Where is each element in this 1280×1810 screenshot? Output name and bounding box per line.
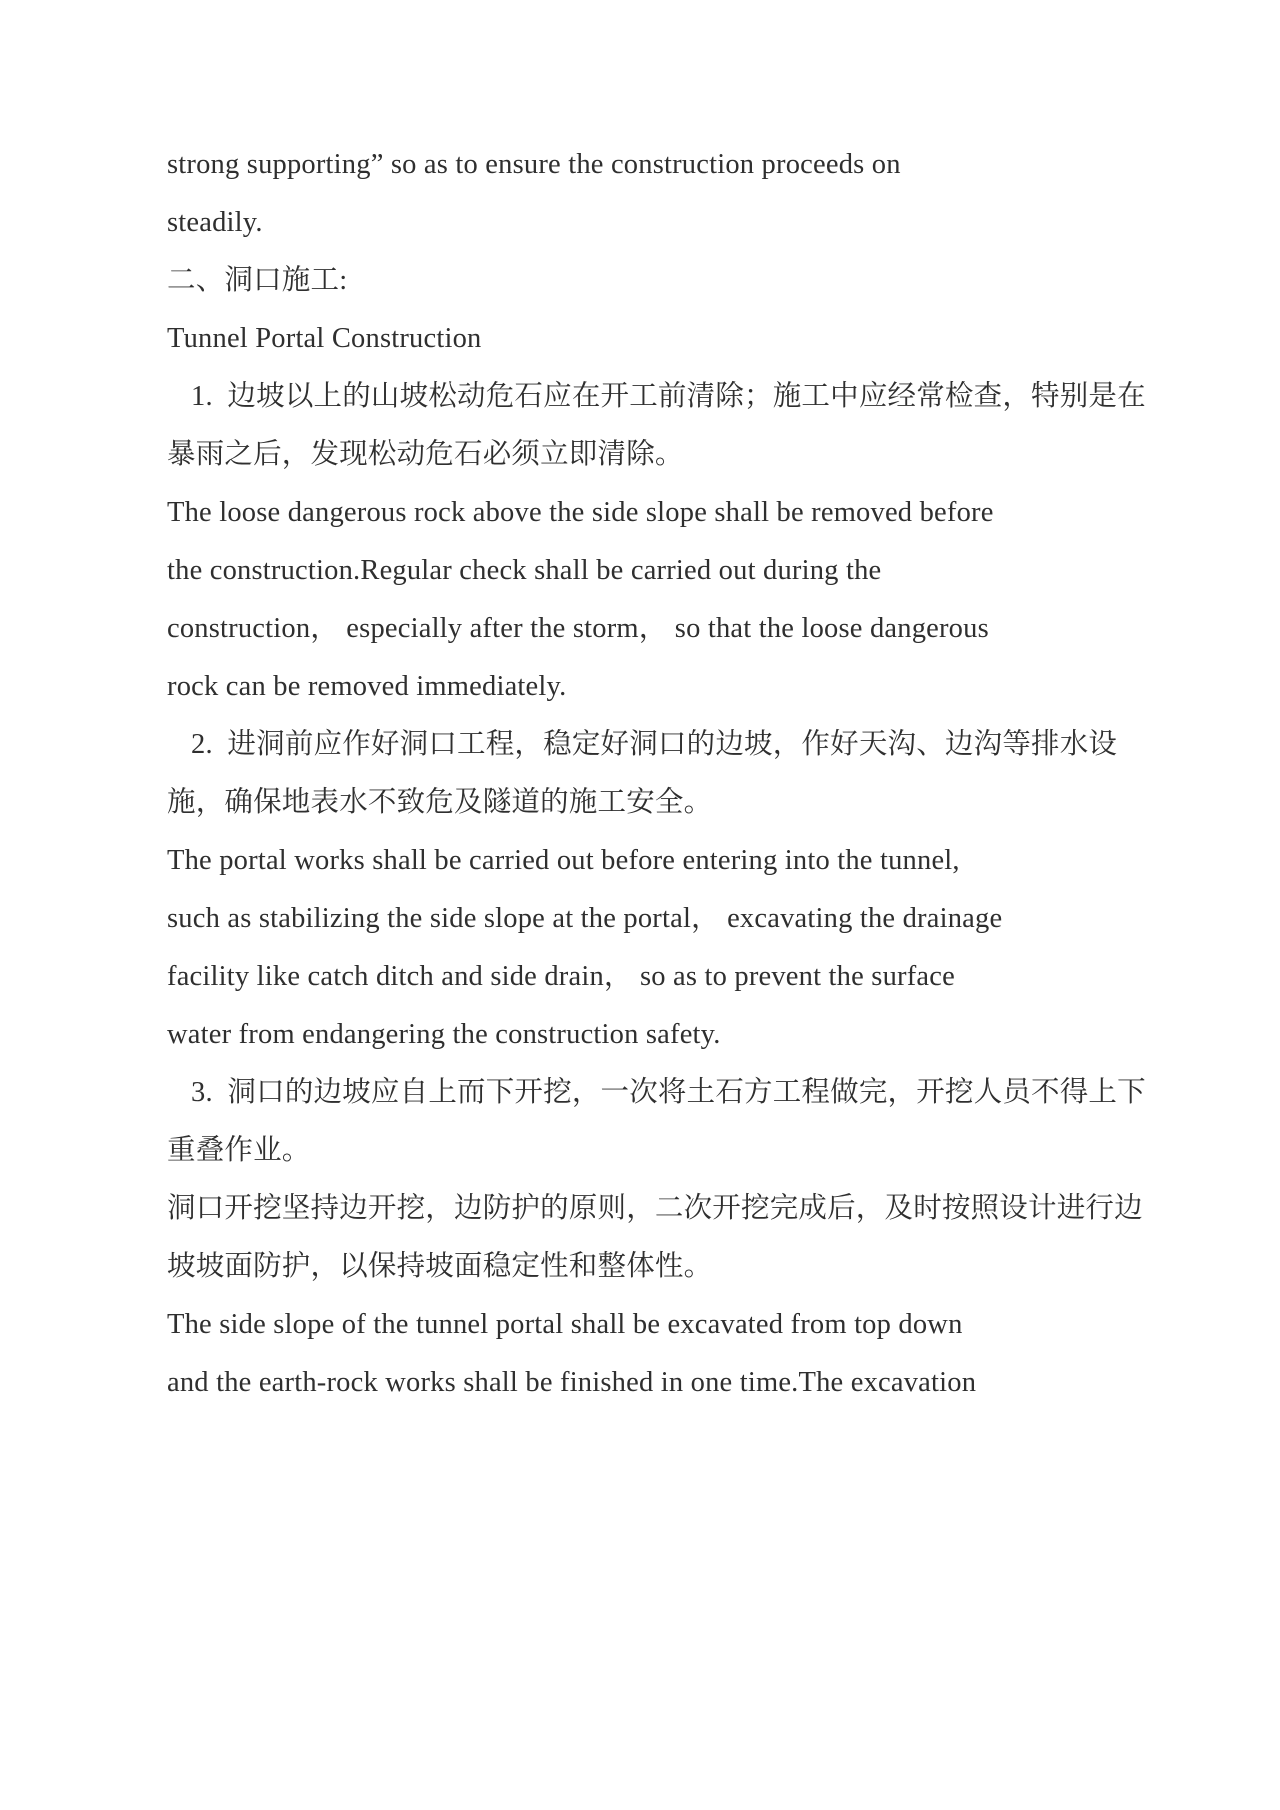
text-line: steadily.	[167, 207, 263, 238]
text-line: rock can be removed immediately.	[167, 671, 567, 702]
text-line: water from endangering the construction safety.	[167, 1019, 721, 1050]
text-line: facility like catch ditch and side drain， so as to prevent the surface	[167, 961, 955, 992]
text-line: Tunnel Portal Construction	[167, 323, 482, 354]
text-line: the construction.Regular check shall be carried out during the	[167, 555, 882, 586]
document-content	[167, 136, 1167, 1412]
text-line: and the earth-rock works shall be finished in one time.The excavation	[167, 1367, 977, 1398]
text-line: 1. 边坡以上的山坡松动危石应在开工前清除；施工中应经常检查，特别是在	[191, 381, 1146, 412]
text-line: 2. 进洞前应作好洞口工程，稳定好洞口的边坡，作好天沟、边沟等排水设	[191, 729, 1118, 760]
text-line: construction， especially after the storm， so that the loose dangerous	[167, 613, 989, 644]
text-line: The side slope of the tunnel portal shall be excavated from top down	[167, 1309, 963, 1340]
text-line: The loose dangerous rock above the side slope shall be removed before	[167, 497, 994, 528]
text-line: 暴雨之后，发现松动危石必须立即清除。	[167, 439, 684, 470]
text-line: such as stabilizing the side slope at the portal， excavating the drainage	[167, 903, 1003, 934]
text-line: strong supporting” so as to ensure the construction proceeds on	[167, 149, 901, 180]
text-line: 施，确保地表水不致危及隧道的施工安全。	[167, 787, 713, 818]
text-line: 重叠作业。	[167, 1135, 311, 1166]
text-line: 二、洞口施工:	[167, 265, 348, 296]
text-line: The portal works shall be carried out before entering into the tunnel,	[167, 845, 960, 876]
text-line: 洞口开挖坚持边开挖，边防护的原则，二次开挖完成后，及时按照设计进行边	[167, 1193, 1143, 1224]
text-line: 3. 洞口的边坡应自上而下开挖，一次将土石方工程做完，开挖人员不得上下	[191, 1077, 1146, 1108]
text-line: 坡坡面防护，以保持坡面稳定性和整体性。	[167, 1251, 713, 1282]
